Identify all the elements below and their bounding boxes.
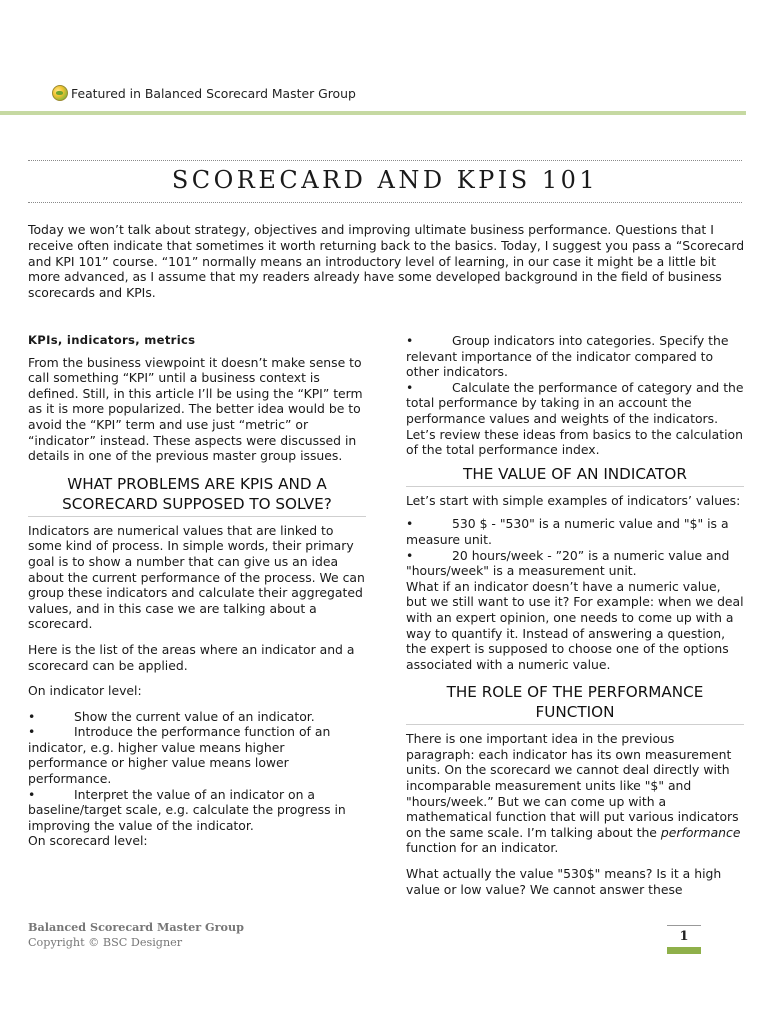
bullet: • (28, 708, 36, 724)
title-top-rule (28, 160, 742, 161)
page-number: 1 (667, 925, 701, 944)
paragraph: Here is the list of the areas where an indicator and a scorecard can be applied. (28, 641, 355, 673)
paragraph: On indicator level: (28, 683, 142, 699)
text-run: function for an indicator. (406, 840, 559, 856)
subheading-kpis: KPIs, indicators, metrics (28, 333, 196, 347)
paragraph: On scorecard level: (28, 833, 148, 849)
paragraph: Let’s review these ideas from basics to the calculation of the total performance index. (406, 426, 743, 458)
featured-banner (52, 84, 356, 102)
bullet: • (28, 786, 36, 802)
list-item-text: Interpret the value of an indicator on a baseline/target scale, e.g. calculate the progress in improving the value of the indicator. (28, 786, 346, 833)
footer-copyright: Copyright © BSC Designer (28, 936, 183, 949)
paragraph (406, 731, 744, 856)
list-item-text: Group indicators into categories. Specify the relevant importance of the indicator compared to other indicators. (406, 333, 729, 380)
section-heading-value: THE VALUE OF AN INDICATOR (406, 464, 744, 487)
right-column (406, 333, 744, 897)
list-item (28, 709, 366, 725)
list-item (28, 724, 366, 786)
list-item-text: Calculate the performance of category and the total performance by taking in an account the performance values and weights of the indicators. (406, 379, 744, 426)
section-heading-line: THE ROLE OF THE PERFORMANCE (446, 683, 704, 702)
left-column (28, 333, 366, 849)
section-heading-performance (406, 682, 744, 725)
list-item (406, 516, 744, 547)
section-heading-problems (28, 474, 366, 517)
section-heading-line: FUNCTION (535, 703, 615, 722)
paragraph: From the business viewpoint it doesn’t make sense to call something “KPI” until a business context is defined. Still, in this article I’ll be using the “KPI” term as it is more popularized. The better idea would be to avoid the “KPI” term and use just “metric” or “indicator” instead. These aspects were discussed in details in one of the previous master group issues. (28, 354, 363, 464)
list-item-text: Show the current value of an indicator. (74, 708, 315, 724)
paragraph: Indicators are numerical values that are linked to some kind of process. In simple words, their primary goal is to show a number that can give us an idea about the current performance of the process. We can group these indicators and calculate their aggregated values, and in this case we are talking about a scorecard. (28, 522, 365, 632)
list-item (28, 787, 366, 834)
footer (28, 920, 244, 950)
section-heading-line: SCORECARD SUPPOSED TO SOLVE? (62, 494, 332, 513)
bullet: • (406, 547, 414, 563)
list-item-text: Introduce the performance function of an indicator, e.g. higher value means higher performance or higher value means lower performance. (28, 724, 331, 787)
bullet: • (406, 379, 414, 395)
paragraph: Let’s start with simple examples of indicators’ values: (406, 492, 741, 508)
intro-paragraph: Today we won’t talk about strategy, objectives and improving ultimate business performance. Questions that I receive often indicate that sometimes it worth returning back to the basics. Today, I suggest you pass a “Scorecard and KPI 101” course. “101” normally means an introductory level of learning, in our case it might be a little bit more advanced, as I assume that my readers already have some developed background in the field of business scorecards and KPIs. (28, 222, 745, 301)
paragraph: What if an indicator doesn’t have a numeric value, but we still want to use it? For example: when we deal with an expert opinion, one needs to come up with a way to quantify it. Instead of answering a question, the expert is supposed to choose one of the options associated with a numeric value. (406, 578, 744, 672)
bullet: • (406, 333, 414, 348)
footer-group-name: Balanced Scorecard Master Group (28, 920, 244, 934)
bullet: • (406, 516, 414, 532)
list-item (406, 333, 744, 380)
section-heading-line: WHAT PROBLEMS ARE KPIS AND A (67, 474, 327, 493)
page-number-accent (667, 947, 701, 954)
globe-icon (52, 85, 68, 101)
emphasis-text: performance (660, 824, 741, 840)
title-bottom-rule (28, 202, 742, 203)
page-title: SCORECARD AND KPIS 101 (171, 166, 599, 194)
text-run: There is one important idea in the previous paragraph: each indicator has its own measurement units. On the scorecard we cannot deal directly with incomparable measurement units like "$" and "hours/week.” But we can come up with a mathematical function that will put various indicators on the same scale. I’m talking about the (406, 731, 739, 840)
list-item-text: 530 $ - "530" is a numeric value and "$" is a measure unit. (406, 516, 729, 547)
paragraph: What actually the value "530$" means? Is it a high value or low value? We cannot answer these (406, 866, 722, 897)
header-divider (0, 111, 746, 115)
list-item (406, 548, 744, 579)
list-item (406, 380, 744, 427)
bullet: • (28, 724, 36, 740)
list-item-text: 20 hours/week - ”20” is a numeric value and "hours/week" is a measurement unit. (406, 547, 730, 579)
featured-text: Featured in Balanced Scorecard Master Group (71, 85, 356, 101)
